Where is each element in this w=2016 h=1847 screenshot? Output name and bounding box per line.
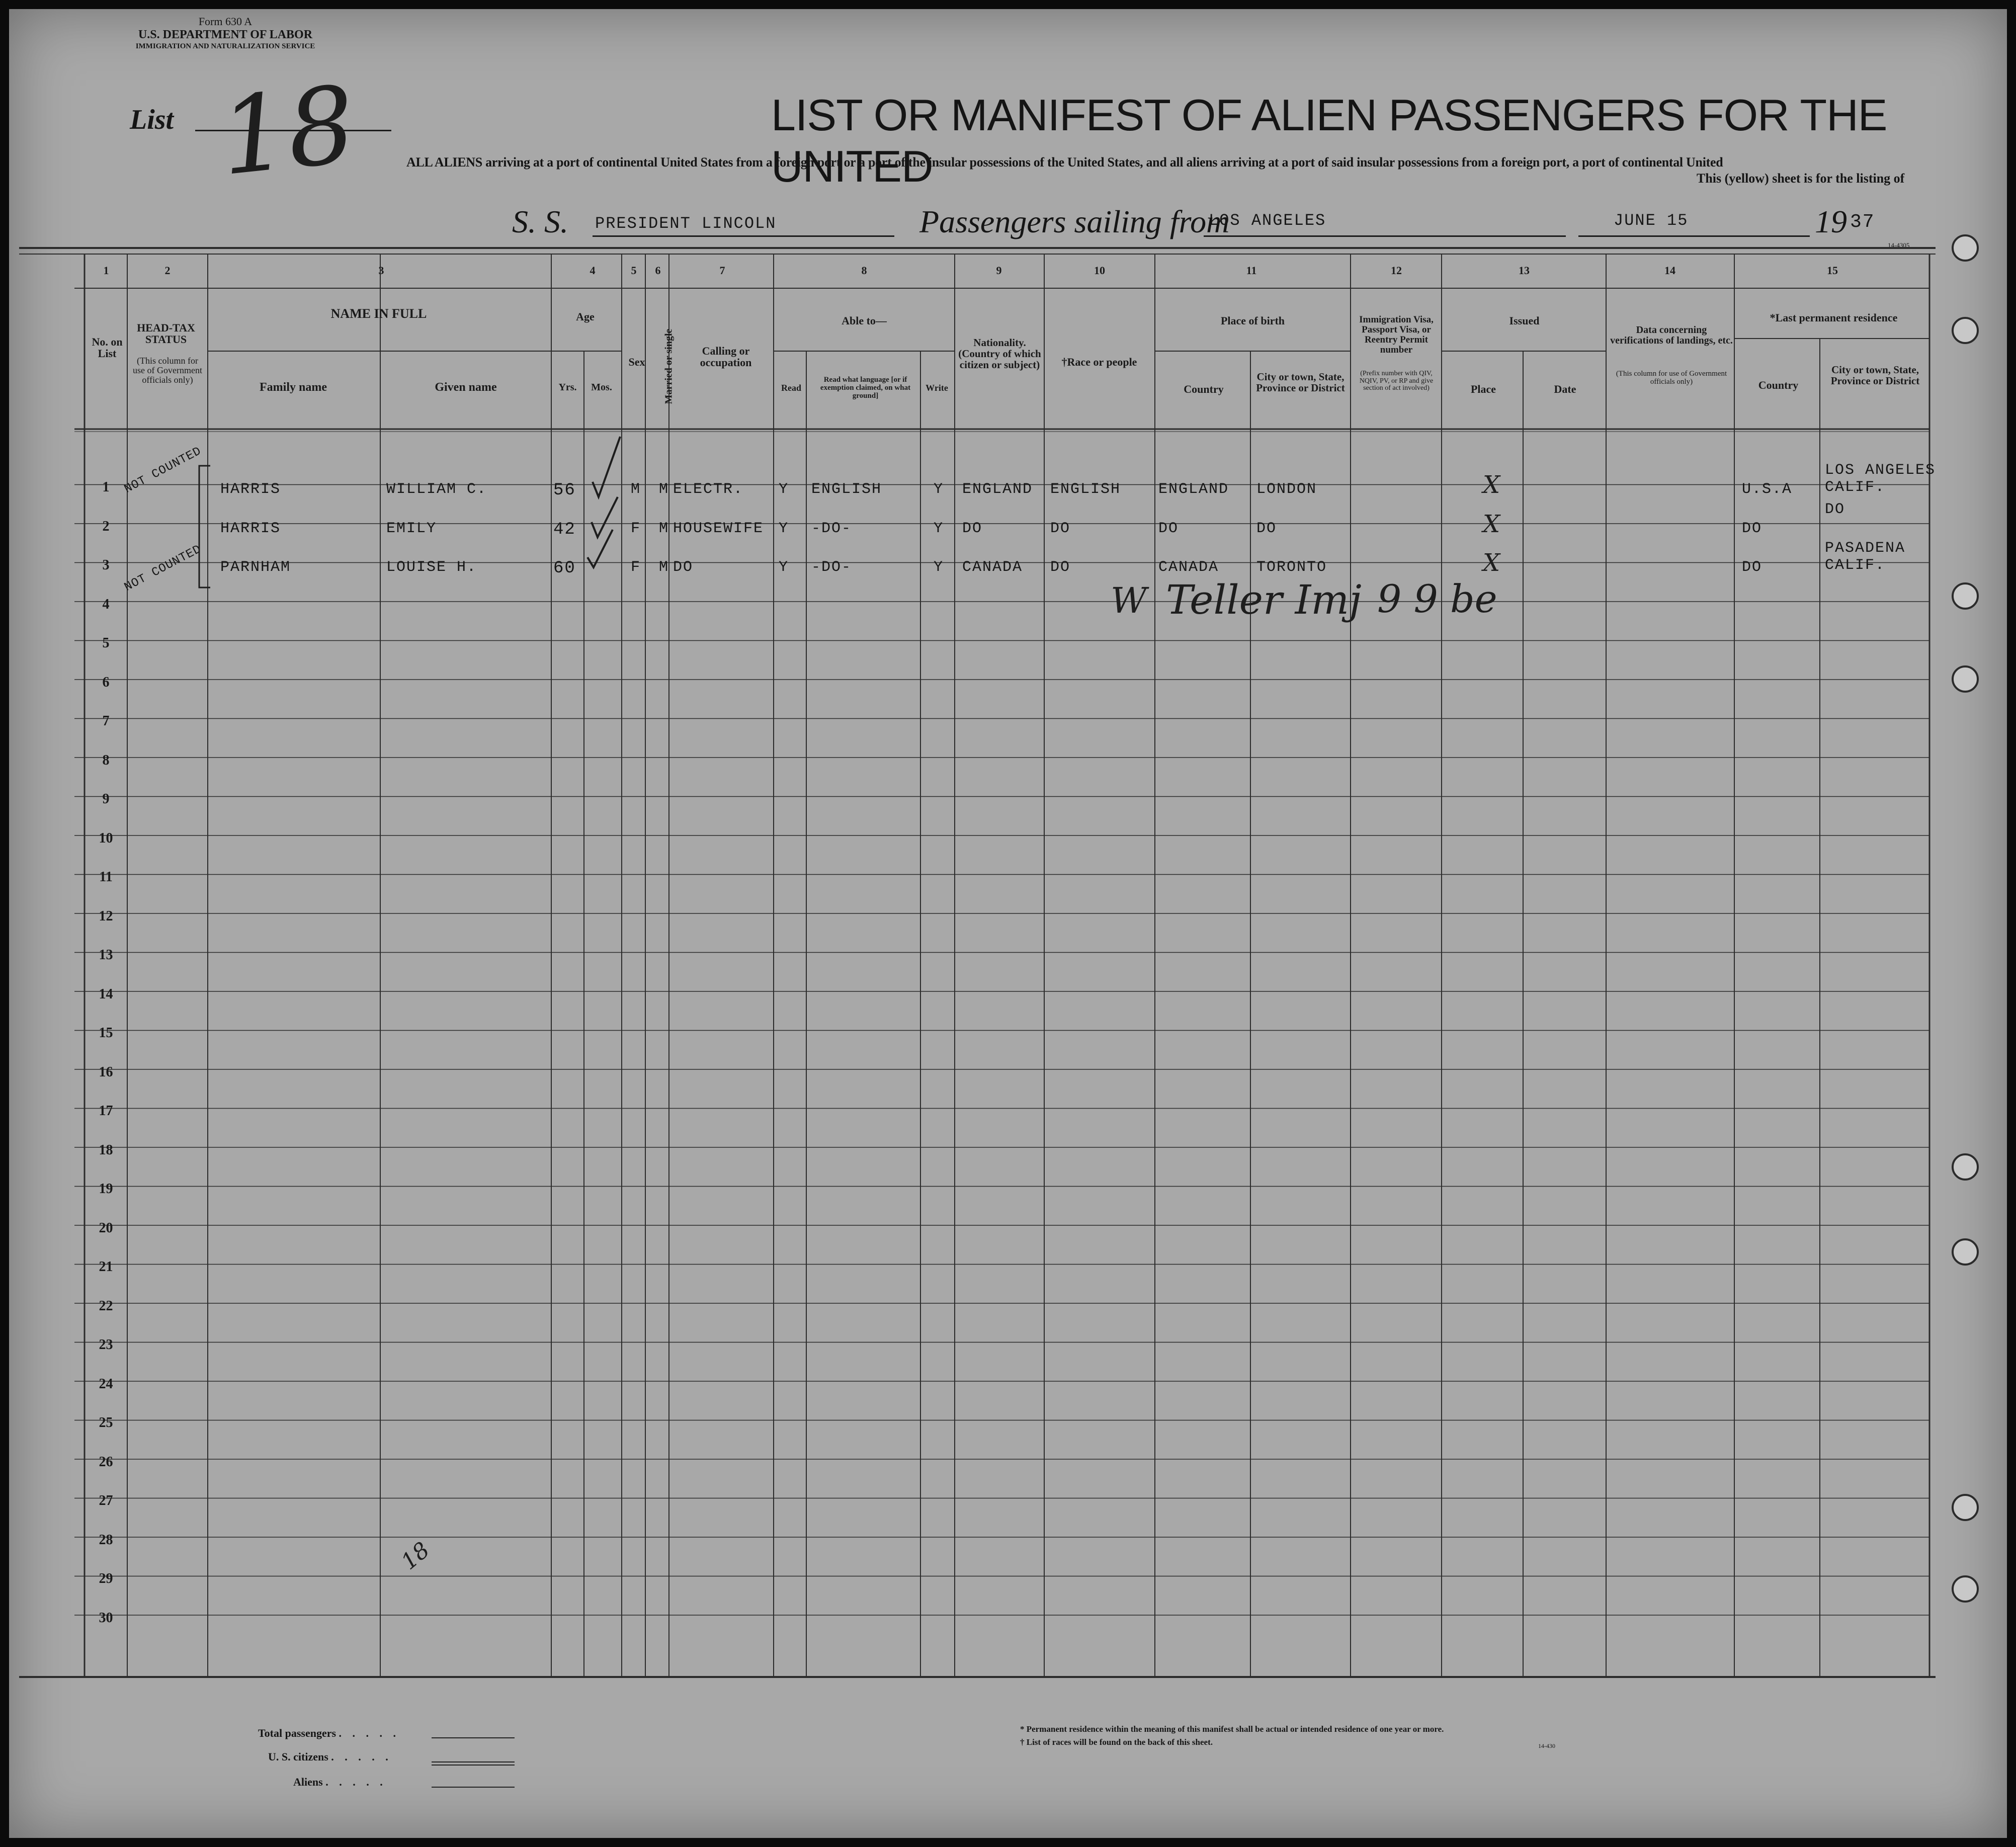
column-number: 15 [1827,264,1838,277]
header-age: Age [576,310,595,323]
binder-hole [1952,665,1979,693]
header-head-tax-note: (This column for use of Government officials only) [133,356,202,385]
manifest-sheet [9,9,2007,1838]
column-number: 1 [103,264,109,277]
column-number: 5 [631,264,637,277]
passenger-sex: F [631,520,641,537]
column-number: 7 [719,264,725,277]
column-number: 11 [1246,264,1257,277]
row-number: 1 [102,479,110,495]
passenger-residence-city: PASADENA [1825,540,1906,557]
column-number: 12 [1391,264,1402,277]
row-number: 22 [99,1298,113,1314]
passenger-race: DO [1050,559,1071,576]
passenger-nationality: DO [962,520,983,537]
passenger-residence-region: CALIF. [1825,479,1886,496]
manifest-title: LIST OR MANIFEST OF ALIEN PASSENGERS FOR THE UNITED [771,90,1887,191]
manifest-subtitle-2: This (yellow) sheet is for the listing of [1697,171,1905,186]
binder-hole [1952,1153,1979,1181]
header-no-on-list: No. on List [92,335,123,360]
column-number: 9 [996,264,1002,277]
passenger-nationality: CANADA [962,559,1023,576]
header-read-language: Read what language [or if exemption claimed, on what ground] [820,376,911,400]
header-last-residence: *Last permanent residence [1770,311,1898,324]
service-name: IMMIGRATION AND NATURALIZATION SERVICE [135,42,315,50]
footer-citizens-line-2 [432,1765,515,1766]
list-number: 18 [214,62,361,200]
header-issued-place: Place [1470,383,1496,395]
header-write: Write [926,383,948,393]
passenger-occupation: HOUSEWIFE [673,520,764,537]
passenger-residence-city: DO [1825,500,1845,518]
head-tax-stamp-1: NOT COUNTED [122,444,204,496]
passenger-can-read: Y [779,481,789,498]
column-number: 14 [1664,264,1675,277]
header-calling: Calling or occupation [700,345,752,369]
passenger-marital-status: M [659,559,669,576]
handwriting-row4-b: Teller Imj [1166,576,1362,623]
passenger-residence-country: DO [1742,559,1762,576]
row-number: 13 [99,947,113,963]
passenger-read-language: -DO- [811,559,852,576]
passenger-residence-country: U.S.A [1742,481,1793,498]
row-number: 28 [99,1532,113,1548]
row-number: 9 [102,791,110,807]
passenger-birth-country: DO [1158,520,1179,537]
row-number: 8 [102,752,110,768]
column-number: 3 [378,264,384,277]
header-issued-date: Date [1554,383,1576,395]
header-able-to: Able to— [842,314,887,327]
header-issued: Issued [1509,314,1540,327]
footer-citizens-line [432,1761,515,1762]
passenger-given-name: LOUISE H. [386,559,477,576]
column-number: 4 [590,264,596,277]
passenger-birth-city: LONDON [1256,481,1317,498]
row-number: 23 [99,1337,113,1353]
header-nationality: Nationality. (Country of which citizen or subject) [958,337,1041,371]
row-number: 16 [99,1064,113,1080]
header-family-name: Family name [260,381,327,394]
column-number: 8 [861,264,867,277]
passenger-residence-city: LOS ANGELES [1825,462,1936,479]
header-read: Read [781,383,801,393]
column-number: 2 [164,264,171,277]
passenger-can-read: Y [779,559,789,576]
passenger-marital-status: M [659,481,669,498]
row-number: 10 [99,830,113,846]
header-visa-note: (Prefix number with QIV, NQIV, PV, or RP and give section of act involved) [1359,370,1434,392]
row-number: 12 [99,908,113,924]
footer-citizens: U. S. citizens . . . . . [268,1750,392,1763]
passenger-given-name: EMILY [386,520,437,537]
passenger-residence-country: DO [1742,520,1762,537]
footer-aliens-line [432,1787,515,1788]
ss-label: S. S. [512,204,568,239]
head-tax-stamp-2: NOT COUNTED [122,542,204,595]
row-number: 4 [102,596,110,612]
header-race: †Race or people [1061,356,1137,368]
footer-total: Total passengers . . . . . [258,1727,400,1739]
header-name-in-full: NAME IN FULL [330,306,427,321]
binder-hole [1952,582,1979,610]
handwriting-row4-a: W [1111,580,1147,621]
row-number: 3 [102,557,110,573]
ship-name: PRESIDENT LINCOLN [595,214,777,233]
row-number: 5 [102,635,110,651]
passenger-race: DO [1050,520,1071,537]
row-number: 2 [102,518,110,534]
row-number: 21 [99,1259,113,1275]
passenger-family-name: HARRIS [220,481,281,498]
year-written: 37 [1850,211,1875,233]
header-sex: Sex [628,356,645,368]
passenger-age-years: 42 [553,520,576,539]
header-residence-city: City or town, State, Province or District [1830,364,1920,387]
row-number: 26 [99,1454,113,1470]
passenger-nationality: ENGLAND [962,481,1033,498]
passenger-birth-city: TORONTO [1256,559,1327,576]
footer-note-races: † List of races will be found on the back of this sheet. [1020,1737,1213,1747]
passenger-occupation: DO [673,559,694,576]
header-mos: Mos. [591,382,612,393]
handwriting-row4-c: 9 9 be [1377,576,1497,621]
row-number: 6 [102,674,110,690]
head-tax-bracket [195,462,215,593]
header-yrs: Yrs. [558,382,577,393]
list-label: List [130,104,174,135]
passenger-age-years: 60 [553,559,576,578]
binder-clip [1952,234,1979,262]
header-place-of-birth: Place of birth [1220,314,1285,327]
age-checkmarks [582,422,633,572]
row-number: 30 [99,1610,113,1626]
header-visa: Immigration Visa, Passport Visa, or Reentry Permit number [1359,314,1434,355]
sailing-label: Passengers sailing from [919,204,1230,239]
column-number: 10 [1094,264,1105,277]
manifest-subtitle: ALL ALIENS arriving at a port of continental United States from a foreign port or a port of the insular possessions of the United States, and all aliens arriving at a port of said insular possessions from a foreign port, a port of continental United [406,155,1723,170]
port-name: LOS ANGELES [1209,211,1326,230]
column-number: 13 [1519,264,1530,277]
header-birth-country: Country [1184,383,1224,395]
row-number: 27 [99,1493,113,1508]
passenger-family-name: PARNHAM [220,559,291,576]
passenger-can-write: Y [934,559,944,576]
manifest-grid [9,9,2007,1838]
row-number: 7 [102,713,110,729]
passenger-occupation: ELECTR. [673,481,744,498]
passenger-can-write: Y [934,520,944,537]
passenger-given-name: WILLIAM C. [386,481,487,498]
row-number: 24 [99,1376,113,1392]
header-given-name: Given name [435,381,497,394]
footer-aliens: Aliens . . . . . [293,1776,387,1788]
header-verification-note: (This column for use of Government officials only) [1616,370,1727,386]
form-code: 14-4305 [1888,241,1910,249]
row-number: 25 [99,1415,113,1431]
passenger-marital-status: M [659,520,669,537]
passenger-birth-country: CANADA [1158,559,1219,576]
header-verification: Data concerning verifications of landings, etc. [1610,324,1733,346]
passenger-issued-place: X [1483,549,1500,577]
row-number: 29 [99,1571,113,1586]
passenger-age-years: 56 [553,481,576,500]
passenger-sex: F [631,559,641,576]
sailing-date: JUNE 15 [1614,211,1689,230]
row-number: 18 [99,1142,113,1158]
header-head-tax: HEAD-TAX STATUS [137,321,195,346]
handwriting-margin: 18 [396,1537,435,1575]
column-number: 6 [655,264,661,277]
row-number: 17 [99,1103,113,1119]
passenger-read-language: ENGLISH [811,481,882,498]
binder-hole [1952,1575,1979,1603]
binder-hole [1952,1238,1979,1266]
form-number: Form 630 A [198,15,253,28]
passenger-residence-region: CALIF. [1825,557,1886,574]
row-number: 20 [99,1220,113,1236]
passenger-family-name: HARRIS [220,520,281,537]
footer-note-residence: * Permanent residence within the meaning of this manifest shall be actual or intended residence of one year or more. [1020,1724,1444,1734]
passenger-read-language: -DO- [811,520,852,537]
header-married: Married or single [663,328,675,404]
passenger-issued-place: X [1483,471,1500,499]
passenger-can-read: Y [779,520,789,537]
row-number: 14 [99,986,113,1002]
passenger-issued-place: X [1483,510,1500,538]
passenger-can-write: Y [934,481,944,498]
row-number: 11 [99,869,113,885]
passenger-race: ENGLISH [1050,481,1121,498]
footer-total-line [432,1737,515,1738]
binder-hole [1952,317,1979,344]
header-residence-country: Country [1758,379,1799,391]
department-name: U.S. DEPARTMENT OF LABOR [138,28,313,41]
header-birth-city: City or town, State, Province or District [1256,371,1345,394]
year-printed: 19 [1815,204,1847,239]
binder-hole [1952,1494,1979,1521]
passenger-birth-city: DO [1256,520,1277,537]
passenger-birth-country: ENGLAND [1158,481,1229,498]
footer-code: 14-430 [1538,1742,1555,1749]
row-number: 15 [99,1025,113,1041]
passenger-sex: M [631,481,641,498]
row-number: 19 [99,1181,113,1197]
